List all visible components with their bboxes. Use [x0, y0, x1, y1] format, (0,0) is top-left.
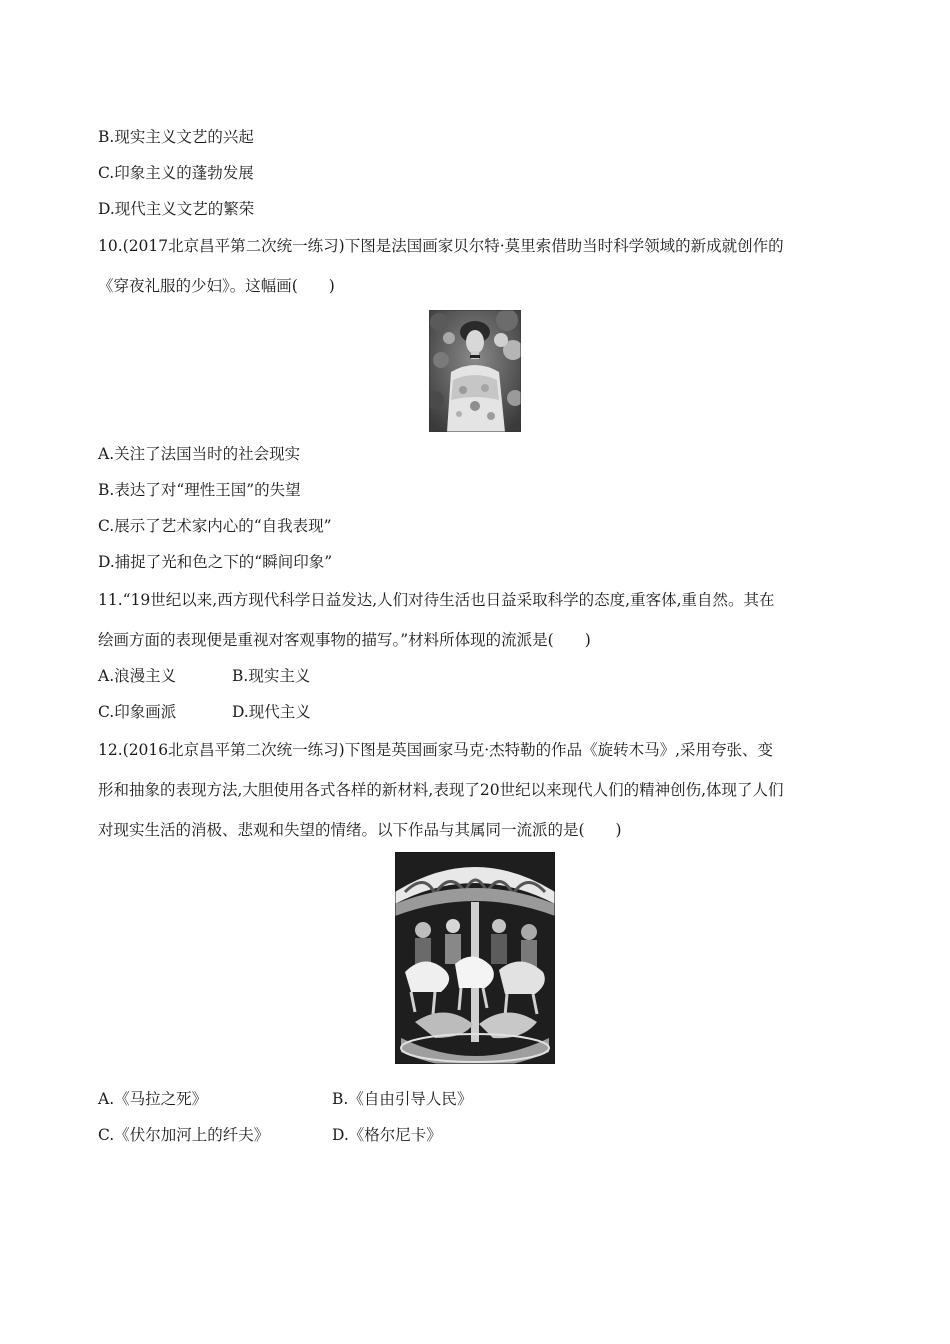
q11-option-c: C.印象画派 [98, 703, 177, 721]
q12-options-row2 [98, 1125, 558, 1145]
q12-option-c: C.《伏尔加河上的纤夫》 [98, 1126, 270, 1144]
q12-stem-line3: 对现实生活的消极、悲观和失望的情绪。以下作品与其属同一流派的是( ) [98, 821, 622, 839]
painting-merry-go-round-image [395, 852, 555, 1064]
q9-option-c: C.印象主义的蓬勃发展 [98, 164, 254, 182]
painting-young-woman-evening-dress [429, 310, 521, 432]
painting-young-woman-image [429, 310, 521, 432]
q11-options-row2 [98, 702, 498, 722]
q12-stem-line1: 12.(2016北京昌平第二次统一练习)下图是英国画家马克·杰特勒的作品《旋转木马》,采用夸张、变 [98, 741, 774, 759]
q10-option-b: B.表达了对“理性王国”的失望 [98, 481, 301, 499]
q11-option-d: D.现代主义 [232, 703, 311, 721]
q11-option-b: B.现实主义 [232, 667, 311, 685]
q9-option-d: D.现代主义文艺的繁荣 [98, 200, 255, 218]
q11-options-row1 [98, 666, 498, 686]
q12-stem-line2: 形和抽象的表现方法,大胆使用各式各样的新材料,表现了20世纪以来现代人们的精神创伤,体现了人们 [98, 781, 784, 799]
q9-option-b: B.现实主义文艺的兴起 [98, 128, 254, 146]
q10-stem-line2: 《穿夜礼服的少妇》。这幅画( ) [98, 277, 335, 295]
painting-merry-go-round [395, 852, 555, 1064]
q11-stem-line2: 绘画方面的表现便是重视对客观事物的描写。”材料所体现的流派是( ) [98, 631, 591, 649]
q10-option-d: D.捕捉了光和色之下的“瞬间印象” [98, 553, 333, 571]
q10-option-a: A.关注了法国当时的社会现实 [98, 445, 301, 463]
q11-option-a: A.浪漫主义 [98, 667, 177, 685]
q11-stem-line1: 11.“19世纪以来,西方现代科学日益发达,人们对待生活也日益采取科学的态度,重客体,重自然。其在 [98, 591, 775, 609]
q10-stem-line1: 10.(2017北京昌平第二次统一练习)下图是法国画家贝尔特·莫里索借助当时科学领域的新成就创作的 [98, 237, 784, 255]
q12-options-row1 [98, 1089, 558, 1109]
q12-option-a: A.《马拉之死》 [98, 1090, 208, 1108]
q12-option-b: B.《自由引导人民》 [332, 1090, 473, 1108]
q12-option-d: D.《格尔尼卡》 [332, 1126, 442, 1144]
q10-option-c: C.展示了艺术家内心的“自我表现” [98, 517, 332, 535]
